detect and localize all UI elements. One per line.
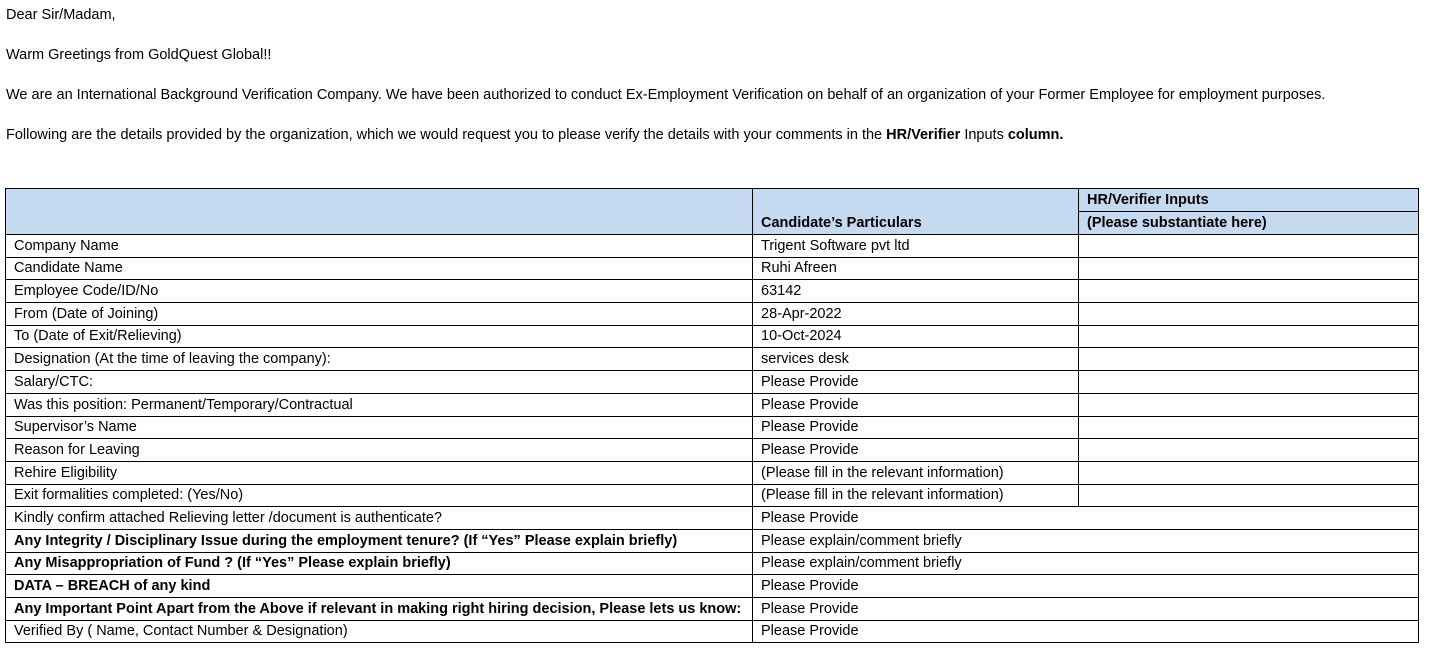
row-label: Supervisor’s Name — [6, 416, 753, 439]
row-hr-input[interactable] — [1079, 371, 1419, 394]
row-candidate-value: Please Provide — [753, 416, 1079, 439]
row-label: Was this position: Permanent/Temporary/Contractual — [6, 393, 753, 416]
request-prefix: Following are the details provided by the organization, which we would request you to please verify the details with your comments in the — [6, 127, 887, 143]
table-row — [6, 416, 1419, 439]
row-label: Reason for Leaving — [6, 439, 753, 462]
table-row — [6, 348, 1419, 371]
row-candidate-value: 10-Oct-2024 — [753, 325, 1079, 348]
table-row — [6, 598, 1419, 621]
row-label: Designation (At the time of leaving the company): — [6, 348, 753, 371]
row-candidate-value: services desk — [753, 348, 1079, 371]
row-label: To (Date of Exit/Relieving) — [6, 325, 753, 348]
row-candidate-value: 28-Apr-2022 — [753, 303, 1079, 326]
row-label: Candidate Name — [6, 257, 753, 280]
row-hr-input[interactable] — [1079, 461, 1419, 484]
row-candidate-value: (Please fill in the relevant information) — [753, 484, 1079, 507]
row-candidate-value: Trigent Software pvt ltd — [753, 235, 1079, 258]
row-candidate-value: Please explain/comment briefly — [753, 552, 1419, 575]
row-candidate-value: Please Provide — [753, 439, 1079, 462]
request-mid: Inputs — [960, 127, 1008, 143]
table-row — [6, 507, 1419, 530]
table-row — [6, 484, 1419, 507]
row-hr-input[interactable] — [1079, 280, 1419, 303]
header-hr-line2: (Please substantiate here) — [1087, 215, 1267, 231]
row-candidate-value: Ruhi Afreen — [753, 257, 1079, 280]
row-hr-input[interactable] — [1079, 235, 1419, 258]
row-label: Exit formalities completed: (Yes/No) — [6, 484, 753, 507]
row-label: Any Important Point Apart from the Above if relevant in making right hiring decision, Please lets us know: — [6, 598, 753, 621]
table-row — [6, 325, 1419, 348]
header-candidate-particulars: Candidate’s Particulars — [753, 189, 1079, 235]
row-hr-input[interactable] — [1079, 393, 1419, 416]
row-candidate-value: Please Provide — [753, 393, 1079, 416]
row-hr-input[interactable] — [1079, 348, 1419, 371]
row-label: Rehire Eligibility — [6, 461, 753, 484]
row-hr-input[interactable] — [1079, 416, 1419, 439]
intro-paragraph: We are an International Background Verification Company. We have been authorized to conduct Ex-Employment Verification on behalf of an organization of your Former Employee for employment purposes. — [6, 87, 1326, 103]
row-hr-input[interactable] — [1079, 257, 1419, 280]
table-row — [6, 371, 1419, 394]
row-label: Verified By ( Name, Contact Number & Designation) — [6, 620, 753, 643]
row-candidate-value: 63142 — [753, 280, 1079, 303]
header-hr-line1: HR/Verifier Inputs — [1079, 189, 1418, 212]
row-candidate-value: Please Provide — [753, 620, 1419, 643]
table-row — [6, 303, 1419, 326]
row-candidate-value: Please Provide — [753, 371, 1079, 394]
table-row — [6, 620, 1419, 643]
verification-table — [5, 188, 1419, 643]
table-row — [6, 461, 1419, 484]
request-paragraph — [6, 126, 1063, 144]
row-label: Company Name — [6, 235, 753, 258]
row-hr-input[interactable] — [1079, 484, 1419, 507]
row-label: Employee Code/ID/No — [6, 280, 753, 303]
row-label: Kindly confirm attached Relieving letter /document is authenticate? — [6, 507, 753, 530]
row-candidate-value: Please Provide — [753, 575, 1419, 598]
greeting: Warm Greetings from GoldQuest Global!! — [6, 47, 272, 63]
row-candidate-value: (Please fill in the relevant information) — [753, 461, 1079, 484]
table-header-row — [6, 189, 1419, 235]
salutation: Dear Sir/Madam, — [6, 7, 116, 23]
row-label: Any Misappropriation of Fund ? (If “Yes” Please explain briefly) — [6, 552, 753, 575]
table-row — [6, 575, 1419, 598]
header-hr-verifier-inputs — [1079, 189, 1419, 235]
header-blank-cell — [6, 189, 753, 235]
table-row — [6, 257, 1419, 280]
row-hr-input[interactable] — [1079, 303, 1419, 326]
row-label: DATA – BREACH of any kind — [6, 575, 753, 598]
row-label: From (Date of Joining) — [6, 303, 753, 326]
request-bold-column: column. — [1007, 127, 1064, 143]
table-row — [6, 393, 1419, 416]
table-row — [6, 529, 1419, 552]
row-hr-input[interactable] — [1079, 325, 1419, 348]
row-hr-input[interactable] — [1079, 439, 1419, 462]
request-bold-hr: HR/Verifier — [886, 127, 961, 143]
table-row — [6, 552, 1419, 575]
row-candidate-value: Please Provide — [753, 598, 1419, 621]
table-row — [6, 280, 1419, 303]
row-candidate-value: Please Provide — [753, 507, 1419, 530]
table-row — [6, 439, 1419, 462]
row-label: Salary/CTC: — [6, 371, 753, 394]
row-label: Any Integrity / Disciplinary Issue during the employment tenure? (If “Yes” Please explain briefly) — [6, 529, 753, 552]
row-candidate-value: Please explain/comment briefly — [753, 529, 1419, 552]
table-row — [6, 235, 1419, 258]
